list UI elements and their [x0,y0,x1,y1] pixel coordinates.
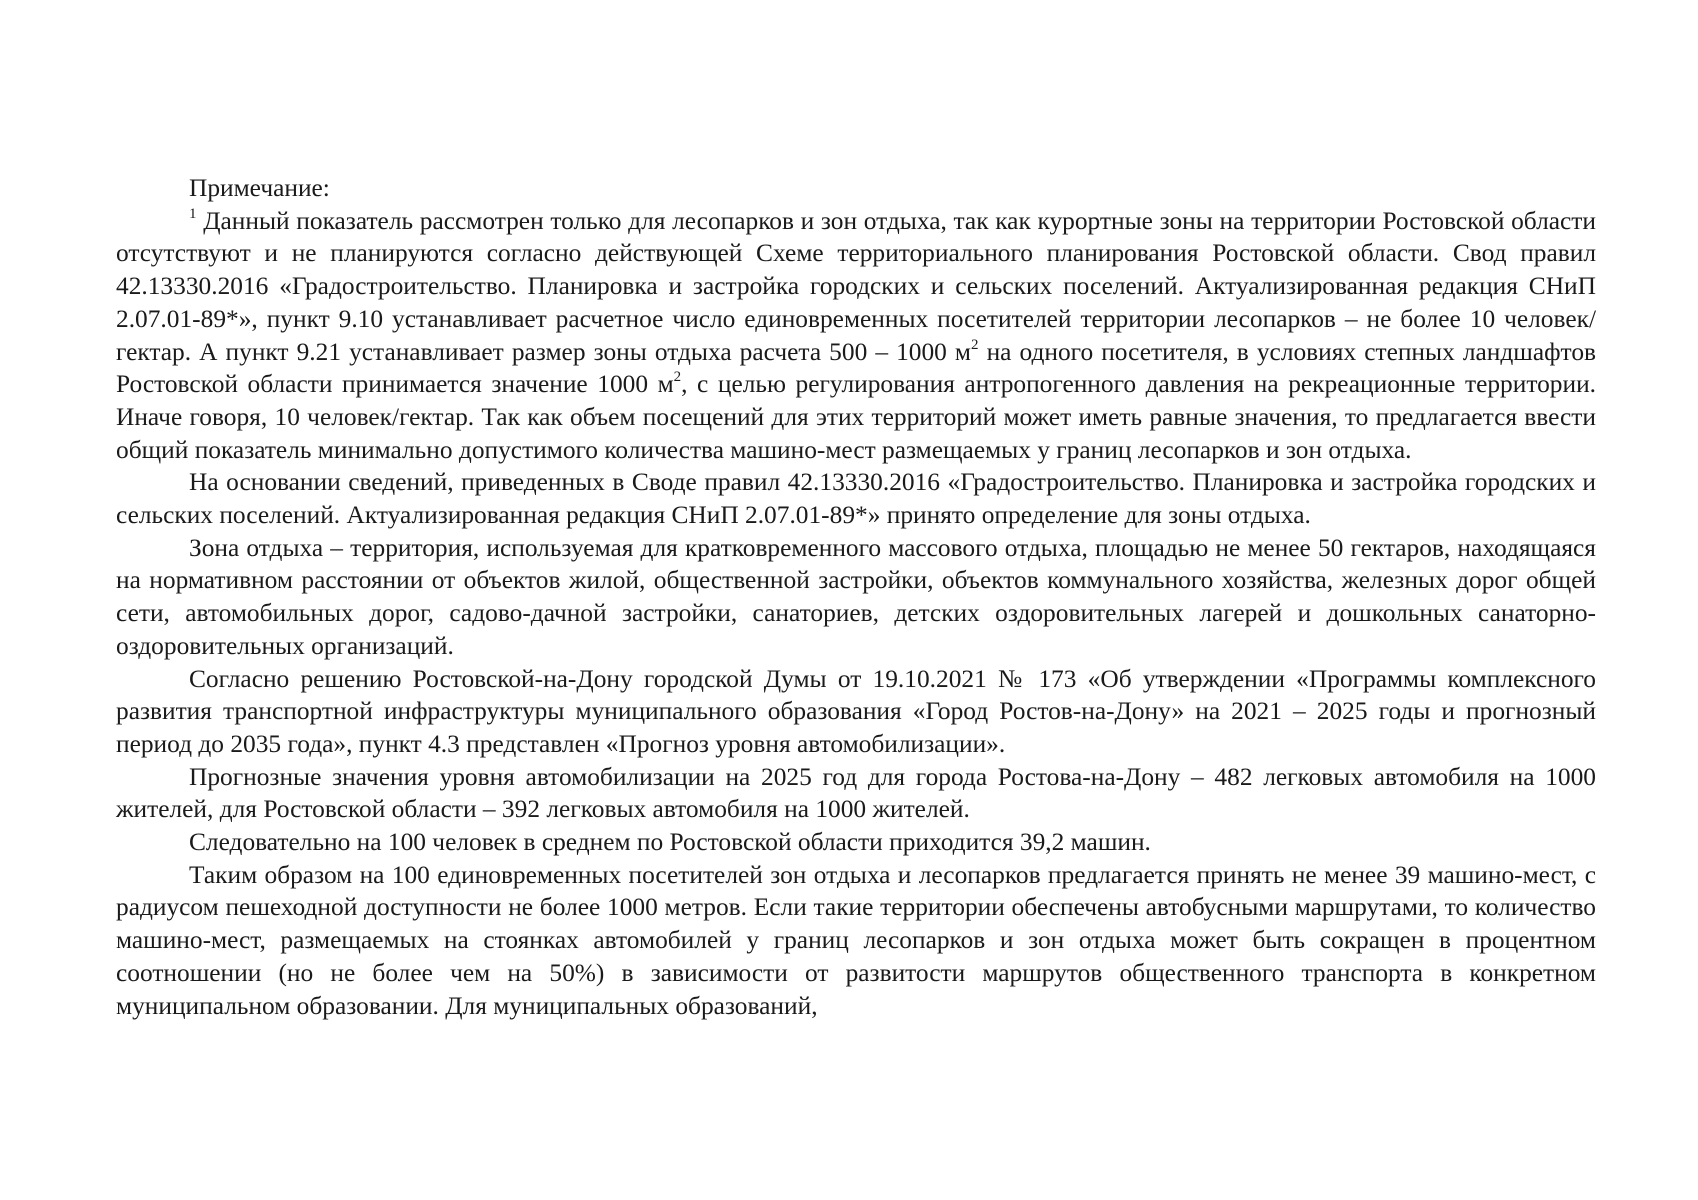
paragraph-definition-basis: На основании сведений, приведенных в Своде правил 42.13330.2016 «Градостроительство. Планировка и застройка городских и сельских поселений. Актуализированная редакция СНиП 2.07.01-89*» принято определение для зоны отдыха. [116,468,1596,530]
footnote-text-part-3: , с целью регулирования антропогенного давления на рекреационные территории. Иначе говоря, 10 человек/гектар. Так как объем посещений для этих территорий может иметь равные значения, то предлагается ввести общий показатель минимально допустимого количества машино-мест размещаемых у границ лесопарков и зон отдыха. [116,370,1597,464]
paragraph-recreation-zone-definition: Зона отдыха – территория, используемая для кратковременного массового отдыха, площадью не менее 50 гектаров, находящаяся на нормативном расстоянии от объектов жилой, общественной застройки, объектов коммунального хозяйства, железных дорог общей сети, автомобильных дорог, садово-дачной застройки, санаториев, детских оздоровительных лагерей и дошкольных санаторно-оздоровительных организаций. [116,533,1596,660]
superscript-squared: 2 [673,369,682,386]
note-label: Примечание: [189,174,330,202]
paragraph-city-duma-decision: Согласно решению Ростовской-на-Дону городской Думы от 19.10.2021 № 173 «Об утверждении «Программы комплексного развития транспортной инфраструктуры муниципального образования «Город Ростов-на-Дону» на 2021 – 2025 годы и прогнозный период до 2035 года», пункт 4.3 представлен «Прогноз уровня автомобилизации». [116,664,1596,758]
paragraph-parking-conclusion: Таким образом на 100 единовременных посетителей зон отдыха и лесопарков предлагается принять не менее 39 машино-мест, с радиусом пешеходной доступности не более 1000 метров. Если такие территории обеспечены автобусными маршрутами, то количество машино-мест, размещаемых на стоянках автомобилей у границ лесопарков и зон отдыха может быть сокращен в процентном соотношении (но не более чем на 50%) в зависимости от развитости маршрутов общественного транспорта в конкретном муниципальном образовании. Для муниципальных образований, [116,860,1596,1020]
document-page [116,172,1596,1022]
footnote-text-part-2: на одного посетителя, в условиях степных ландшафтов Ростовской области принимается значение 1000 м [116,337,1596,399]
footnote-text-part-1: Данный показатель рассмотрен только для лесопарков и зон отдыха, так как курортные зоны на территории Ростовской области отсутствуют и не планируются согласно действующей Схеме территориального планирования Ростовской области. Свод правил 42.13330.2016 «Градостроительство. Планировка и застройка городских и сельских поселений. Актуализированная редакция СНиП 2.07.01-89*», пункт 9.10 устанавливает расчетное число единовременных посетителей территории лесопарков – не более 10 человек/гектар. А пункт 9.21 устанавливает размер зоны отдыха расчета 500 – 1000 м [116,206,1596,366]
footnote-paragraph [116,205,1596,467]
footnote-marker: 1 [189,205,197,222]
paragraph-motorization-forecast: Прогнозные значения уровня автомобилизации на 2025 год для города Ростова-на-Дону – 482 легковых автомобиля на 1000 жителей, для Ростовской области – 392 легковых автомобиля на 1000 жителей. [116,762,1596,824]
superscript-squared: 2 [971,336,979,353]
paragraph-cars-per-100: Следовательно на 100 человек в среднем по Ростовской области приходится 39,2 машин. [189,828,1151,857]
